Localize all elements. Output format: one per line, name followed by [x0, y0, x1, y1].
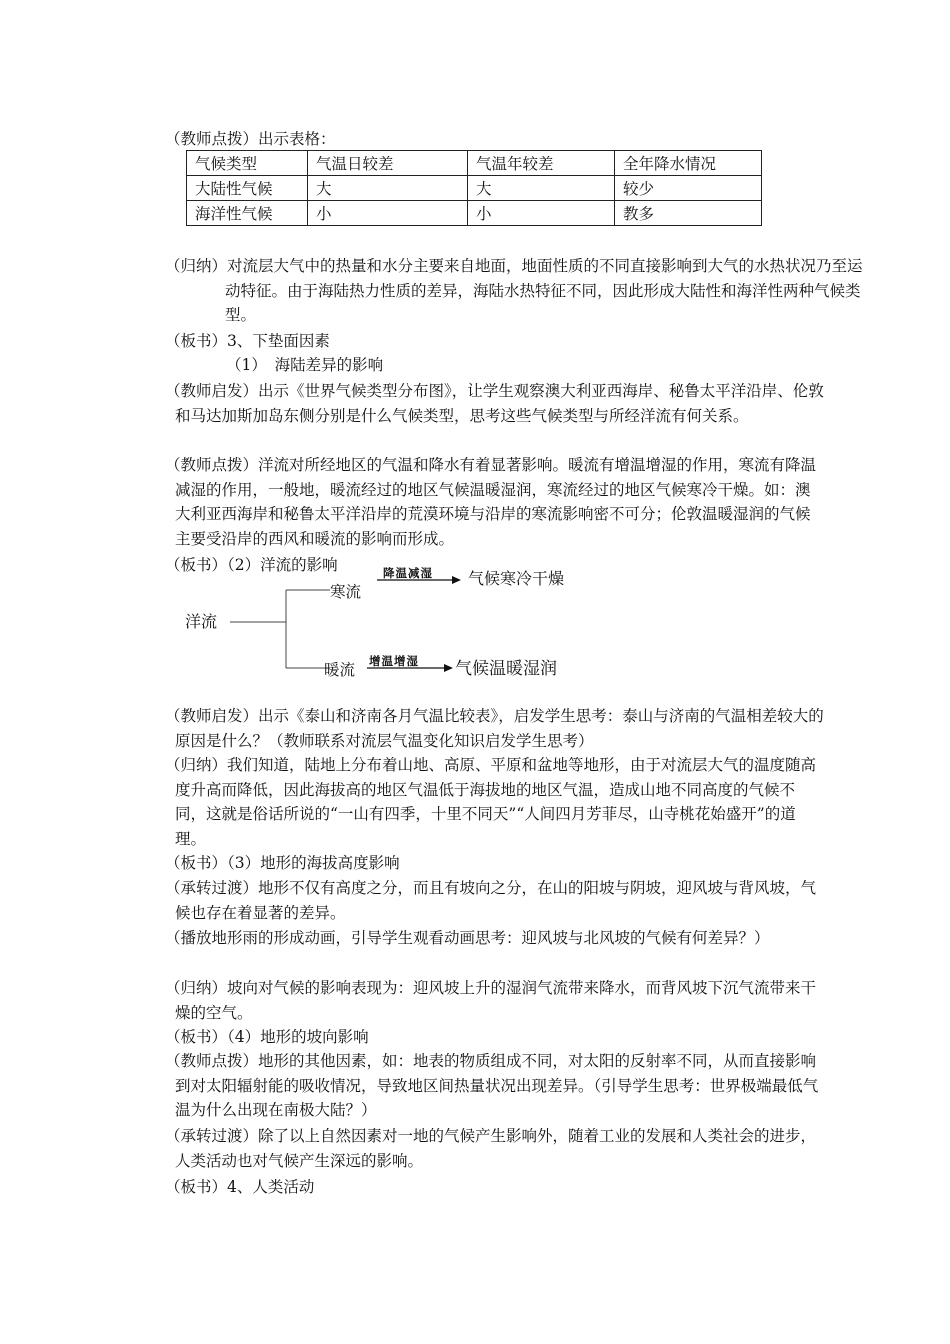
paragraph-transition-human: （承转过渡）除了以上自然因素对一地的气候产生影响外，随着工业的发展和人类社会的进步，人类活动也对气候产生深远的影响。 [165, 1127, 817, 1170]
paragraph-summary-slope: （归纳）坡向对气候的影响表现为：迎风坡上升的湿润气流带来降水，而背风坡下沉气流带来干燥的空气。 [165, 979, 817, 1022]
paragraph-teacher-inspire-taishan: （教师启发）出示《泰山和济南各月气温比较表》，启发学生思考：泰山与济南的气温相差较大的原因是什么？（教师联系对流层气温变化知识启发学生思考） [165, 707, 824, 750]
paragraph-teacher-guide-currents: （教师点拨）洋流对所经地区的气温和降水有着显著影响。暖流有增温增湿的作用，寒流有降温减湿的作用，一般地，暖流经过的地区气候温暖湿润，寒流经过的地区气候寒冷干燥。如：澳大利亚西海岸和秘鲁太平洋沿岸的荒漠环境与沿岸的寒流影响密不可分；伦敦温暖湿润的气候主要受沿岸的西风和暖流的影响而形成。 [165, 456, 817, 548]
table-header-cell: 气温年较差 [468, 151, 615, 176]
table-cell: 大陆性气候 [187, 176, 308, 201]
table-header-cell: 全年降水情况 [615, 151, 762, 176]
paragraph-summary-terrain: （归纳）我们知道，陆地上分布着山地、高原、平原和盆地等地形，由于对流层大气的温度随高度升高而降低，因此海拔高的地区气温低于海拔地的地区气温，造成山地不同高度的气候不同，这就是俗话所说的“一山有四季，十里不同天”“人间四月芳菲尽，山寺桃花始盛开”的道理。 [165, 756, 817, 848]
board-heading-currents: （板书）（2）洋流的影响 [165, 556, 338, 574]
diagram-cold-label: 寒流 [330, 583, 362, 601]
board-heading-altitude: （板书）（3）地形的海拔高度影响 [165, 854, 400, 872]
paragraph-summary-climate: （归纳）对流层大气中的热量和水分主要来自地面，地面性质的不同直接影响到大气的水热状况乃至运动特征。由于海陆热力性质的差异，海陆水热特征不同，因此形成大陆性和海洋性两种气候类型。 [165, 257, 863, 324]
table-intro: （教师点拨）出示表格： [165, 130, 336, 148]
paragraph-teacher-inspire-map: （教师启发）出示《世界气候类型分布图》，让学生观察澳大利亚西海岸、秘鲁太平洋沿岸、伦敦和马达加斯加岛东侧分别是什么气候类型，思考这些气候类型与所经洋流有何关系。 [165, 382, 824, 425]
paragraph-animation-orographic: （播放地形雨的形成动画，引导学生观看动画思考：迎风坡与北风坡的气候有何差异？） [165, 929, 770, 947]
board-heading-3: （板书）3、下垫面因素 [165, 332, 330, 350]
board-subheading-1: （1） 海陆差异的影响 [226, 356, 384, 374]
board-heading-human: （板书）4、人类活动 [165, 1178, 315, 1196]
table-header-cell: 气温日较差 [308, 151, 468, 176]
diagram-warm-label: 暖流 [324, 661, 356, 679]
warm-arrowhead [444, 664, 453, 672]
table-cell: 小 [308, 201, 468, 226]
board-heading-slope: （板书）（4）地形的坡向影响 [165, 1028, 369, 1046]
table-cell: 大 [468, 176, 615, 201]
table-cell: 大 [308, 176, 468, 201]
table-cell: 小 [468, 201, 615, 226]
diagram-root-label: 洋流 [185, 612, 218, 631]
table-header-cell: 气候类型 [187, 151, 308, 176]
paragraph-teacher-guide-surface: （教师点拨）地形的其他因素，如：地表的物质组成不同，对太阳的反射率不同，从而直接影响到对太阳辐射能的吸收情况，导致地区间热量状况出现差异。（引导学生思考：世界极端最低气温为什么出现在南极大陆？） [165, 1052, 819, 1119]
diagram-warm-result: 气候温暖湿润 [455, 659, 557, 679]
cold-arrowhead [452, 576, 461, 584]
table-cell: 海洋性气候 [187, 201, 308, 226]
diagram-warm-effect: 增温增湿 [369, 654, 419, 668]
table-cell: 较少 [615, 176, 762, 201]
diagram-cold-result: 气候寒冷干燥 [468, 569, 565, 588]
table-cell: 教多 [615, 201, 762, 226]
diagram-cold-effect: 降温减湿 [383, 566, 433, 580]
paragraph-transition-slope: （承转过渡）地形不仅有高度之分，而且有坡向之分，在山的阳坡与阴坡，迎风坡与背风坡，气候也存在着显著的差异。 [165, 879, 817, 922]
